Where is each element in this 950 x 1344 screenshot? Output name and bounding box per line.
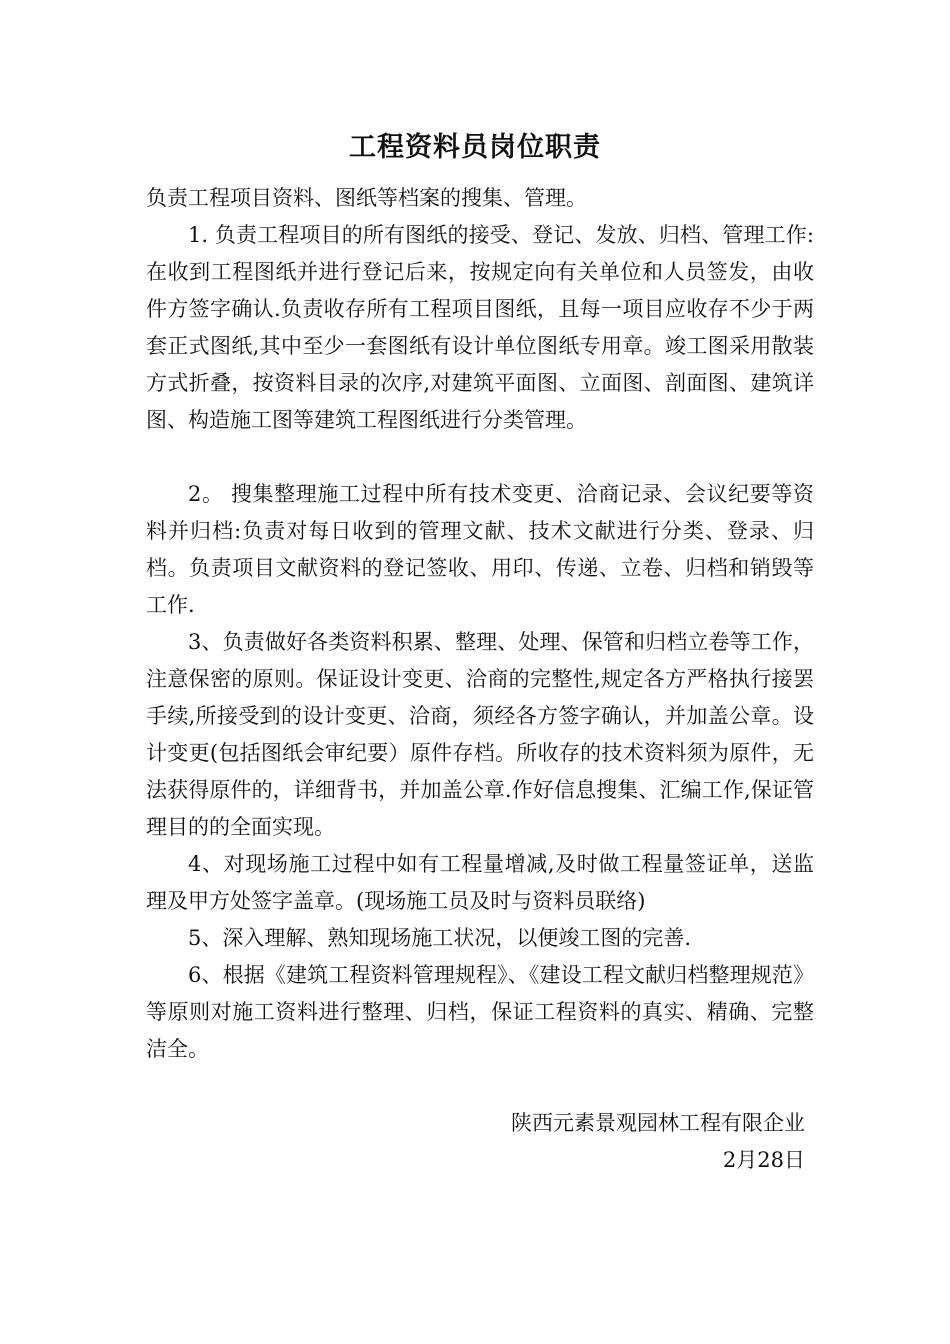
duty-item-6: 6、根据《建筑工程资料管理规程》、《建设工程文献归档整理规范》等原则对施工资料进行整理、归档，保证工程资料的真实、精确、完整洁全。 bbox=[146, 963, 814, 1061]
duty-item-5: 5、深入理解、熟知现场施工状况，以便竣工图的完善. bbox=[188, 926, 692, 950]
document-title: 工程资料员岗位职责 bbox=[349, 132, 601, 163]
duty-item-4: 4、对现场施工过程中如有工程量增减,及时做工程量签证单，送监理及甲方处签字盖章。(现场施工员及时与资料员联络) bbox=[146, 852, 814, 913]
intro-paragraph: 负责工程项目资料、图纸等档案的搜集、管理。 bbox=[146, 186, 587, 210]
duty-item-1: 1. 负责工程项目的所有图纸的接受、登记、发放、归档、管理工作:在收到工程图纸并进行登记后来，按规定向有关单位和人员签发，由收件方签字确认.负责收存所有工程项目图纸，且每一项目应收存不少于两套正式图纸,其中至少一套图纸有设计单位图纸专用章。竣工图采用散装方式折叠，按资料目录的次序,对建筑平面图、立面图、剖面图、建筑详图、构造施工图等建筑工程图纸进行分类管理。 bbox=[146, 223, 814, 432]
duty-item-2: 2。 搜集整理施工过程中所有技术变更、洽商记录、会议纪要等资料并归档:负责对每日收到的管理文献、技术文献进行分类、登录、归档。负责项目文献资料的登记签收、用印、传递、立卷、归档和销毁等工作. bbox=[146, 482, 814, 617]
document-body bbox=[146, 180, 814, 1068]
signature-block bbox=[511, 1105, 805, 1179]
duty-item-3: 3、负责做好各类资料积累、整理、处理、保管和归档立卷等工作，注意保密的原则。保证设计变更、洽商的完整性,规定各方严格执行接罢手续,所接受到的设计变更、洽商，须经各方签字确认，并加盖公章。设计变更(包括图纸会审纪要）原件存档。所收存的技术资料须为原件，无法获得原件的，详细背书，并加盖公章.作好信息搜集、汇编工作,保证管理目的的全面实现。 bbox=[146, 630, 814, 839]
document-date: 2月28日 bbox=[722, 1148, 805, 1172]
company-name: 陕西元素景观园林工程有限企业 bbox=[511, 1111, 805, 1135]
paragraph-gap bbox=[146, 439, 814, 476]
